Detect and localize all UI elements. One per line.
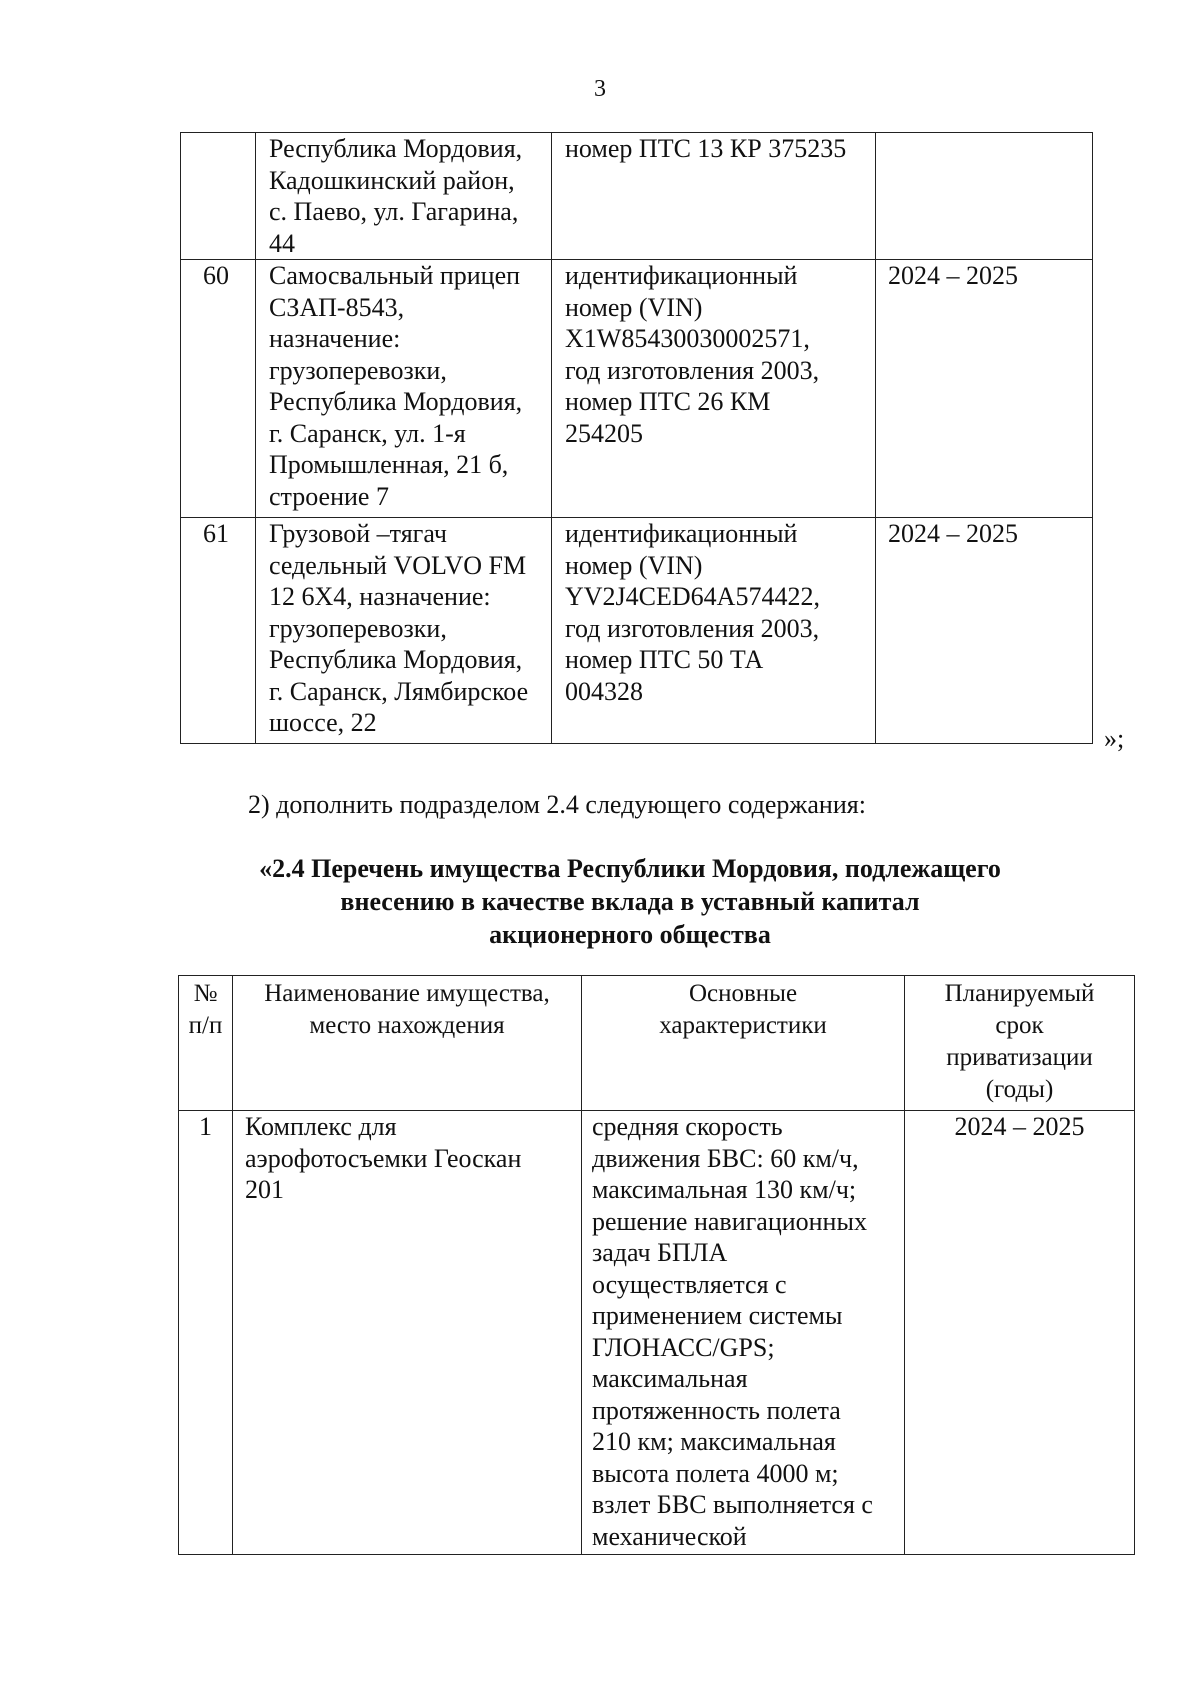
header-number: № п/п	[179, 976, 233, 1111]
privatization-term: 2024 – 2025	[876, 260, 1093, 518]
amendment-instruction: 2) дополнить подразделом 2.4 следующего содержания:	[248, 790, 866, 819]
property-characteristics: номер ПТС 13 КР 375235	[552, 133, 876, 260]
row-number: 61	[181, 518, 256, 744]
header-privatization-term: Планируемый срок приватизации (годы)	[905, 976, 1135, 1111]
property-name-location: Самосвальный прицеп СЗАП-8543, назначение: грузоперевозки, Республика Мордовия, г. Саранск, ул. 1-я Промышленная, 21 б, строение 7	[256, 260, 552, 518]
header-name-location: Наименование имущества, место нахождения	[233, 976, 582, 1111]
row-number	[181, 133, 256, 260]
property-characteristics: средняя скорость движения БВС: 60 км/ч, максимальная 130 км/ч; решение навигационных задач БПЛА осуществляется с применением системы ГЛОНАСС/GPS; максимальная протяженность полета 210 км; максимальная высота полета 4000 м; взлет БВС выполняется с механической	[582, 1111, 905, 1555]
table-row	[179, 1111, 1135, 1555]
privatization-term	[876, 133, 1093, 260]
header-characteristics: Основные характеристики	[582, 976, 905, 1111]
closing-quote: »;	[1104, 724, 1125, 753]
property-name-location: Республика Мордовия, Кадошкинский район, с. Паево, ул. Гагарина, 44	[256, 133, 552, 260]
section-title: «2.4 Перечень имущества Республики Мордовия, подлежащего внесению в качестве вклада в уставный капитал акционерного общества	[259, 854, 1001, 949]
page-number: 3	[594, 76, 606, 102]
property-characteristics: идентификационный номер (VIN) YV2J4CED64A574422, год изготовления 2003, номер ПТС 50 ТА 004328	[552, 518, 876, 744]
property-name-location: Грузовой –тягач седельный VOLVO FM 12 6X4, назначение: грузоперевозки, Республика Мордовия, г. Саранск, Лямбирское шоссе, 22	[256, 518, 552, 744]
row-number: 1	[179, 1111, 233, 1555]
property-name-location: Комплекс для аэрофотосъемки Геоскан 201	[233, 1111, 582, 1555]
privatization-term: 2024 – 2025	[905, 1111, 1135, 1555]
property-table-continuation	[180, 132, 1093, 744]
property-characteristics: идентификационный номер (VIN) X1W85430030002571, год изготовления 2003, номер ПТС 26 КМ 254205	[552, 260, 876, 518]
table-row	[181, 260, 1093, 518]
property-contribution-table	[178, 975, 1135, 1555]
table-header-row	[179, 976, 1135, 1111]
row-number: 60	[181, 260, 256, 518]
privatization-term: 2024 – 2025	[876, 518, 1093, 744]
table-row	[181, 518, 1093, 744]
table-row	[181, 133, 1093, 260]
